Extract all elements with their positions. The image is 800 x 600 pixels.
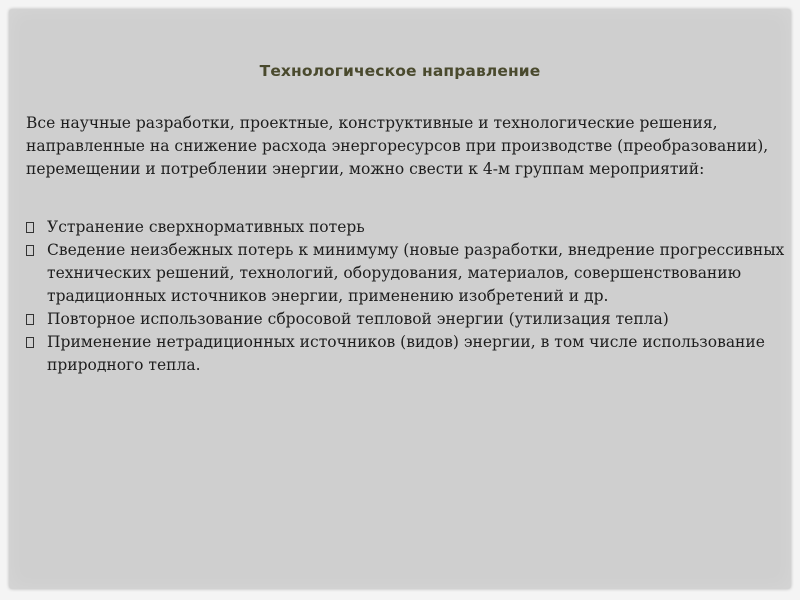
bullet-square-icon (26, 245, 34, 256)
intro-paragraph: Все научные разработки, проектные, конструктивные и технологические решения, направленные на снижение расхода энергоресурсов при производстве (преобразовании), перемещении и потреблении энергии, можно свести к 4-м группам мероприятий: (26, 114, 769, 178)
bullet-text: Повторное использование сбросовой тепловой энергии (утилизация тепла) (47, 310, 669, 328)
slide-title: Технологическое направление (259, 62, 541, 80)
slide (9, 9, 791, 589)
bullet-square-icon (26, 314, 34, 325)
bullet-square-icon (26, 222, 34, 233)
bullet-item (26, 308, 791, 331)
bullet-list (26, 216, 791, 377)
bullet-item (26, 216, 791, 239)
bullet-square-icon (26, 337, 34, 348)
bullet-item (26, 331, 791, 377)
bullet-text: Применение нетрадиционных источников (видов) энергии, в том числе использование природного тепла. (47, 333, 765, 374)
bullet-item (26, 239, 791, 308)
bullet-text: Устранение сверхнормативных потерь (47, 218, 365, 236)
bullet-text: Сведение неизбежных потерь к минимуму (новые разработки, внедрение прогрессивных технических решений, технологий, оборудования, материалов, совершенствованию традиционных источников энергии, применению изобретений и др. (47, 241, 785, 305)
